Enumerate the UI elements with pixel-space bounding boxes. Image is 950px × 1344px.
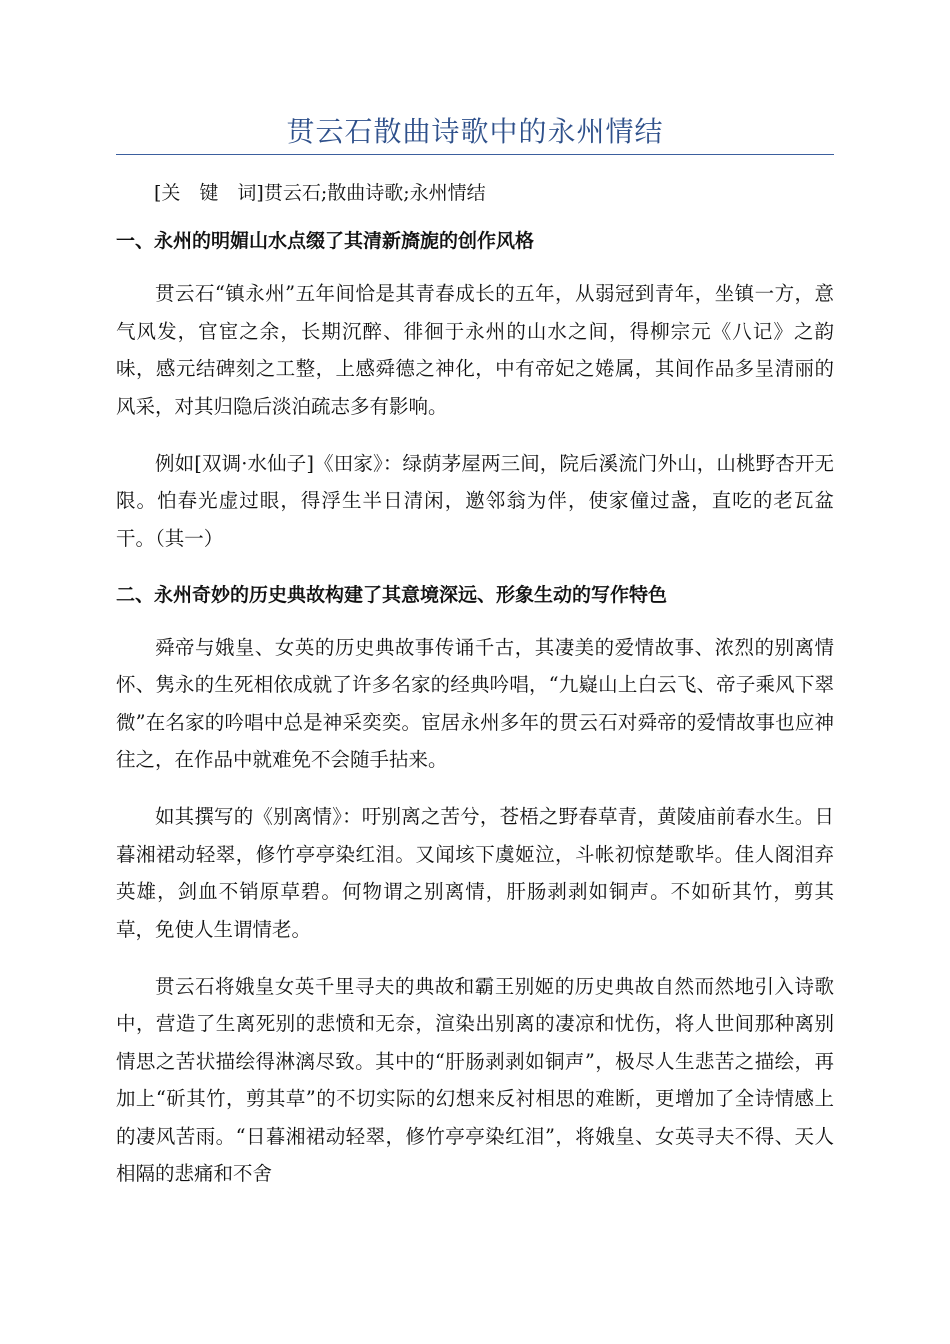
- section-2-heading: 二、永州奇妙的历史典故构建了其意境深远、形象生动的写作特色: [116, 583, 668, 606]
- keywords-line: [关 键 词]贯云石;散曲诗歌;永州情结: [154, 182, 486, 204]
- document-page: [116, 112, 834, 1212]
- section-1-paragraph-2: 例如[双调·水仙子]《田家》：绿荫茅屋两三间，院后溪流门外山，山桃野杏开无限。怕春光虚过眼，得浮生半日清闲，邀邻翁为伴，使家僮过盏，直吃的老瓦盆干。（其一）: [116, 451, 834, 550]
- section-2-paragraph-1: 舜帝与娥皇、女英的历史典故事传诵千古，其凄美的爱情故事、浓烈的别离情怀、隽永的生死相依成就了许多名家的经典吟唱，“九嶷山上白云飞、帝子乘风下翠微”在名家的吟唱中总是神采奕奕。宦居永州多年的贯云石对舜帝的爱情故事也应神往之，在作品中就难免不会随手拈来。: [116, 635, 834, 771]
- section-2-paragraph-2: 如其撰写的《别离情》：吁别离之苦兮，苍梧之野春草青，黄陵庙前春水生。日暮湘裙动轻翠，修竹亭亭染红泪。又闻垓下虞姬泣，斗帐初惊楚歌毕。佳人阁泪弃英雄，剑血不销原草碧。何物谓之别离情，肝肠剥剥如铜声。不如斫其竹，剪其草，免使人生谓情老。: [116, 805, 834, 941]
- section-1-paragraph-1: 贯云石“镇永州”五年间恰是其青春成长的五年，从弱冠到青年，坐镇一方，意气风发，官宦之余，长期沉醉、徘徊于永州的山水之间，得柳宗元《八记》之韵味，感元结碑刻之工整，上感舜德之神化，中有帝妃之婘属，其间作品多呈清丽的风采，对其归隐后淡泊疏志多有影响。: [116, 282, 834, 418]
- section-1-heading: 一、永州的明媚山水点缀了其清新旖旎的创作风格: [116, 230, 535, 252]
- section-2-paragraph-3: 贯云石将娥皇女英千里寻夫的典故和霸王别姬的历史典故自然而然地引入诗歌中，营造了生离死别的悲愤和无奈，渲染出别离的凄凉和忧伤，将人世间那种离别情思之苦状描绘得淋漓尽致。其中的“肝肠剥剥如铜声”，极尽人生悲苦之描绘，再加上“斫其竹，剪其草”的不切实际的幻想来反衬相思的难断，更增加了全诗情感上的凄风苦雨。“日暮湘裙动轻翠，修竹亭亭染红泪”，将娥皇、女英寻夫不得、天人相隔的悲痛和不舍: [116, 974, 834, 1185]
- page-title: 贯云石散曲诗歌中的永州情结: [286, 115, 664, 148]
- title-underline: [116, 154, 834, 155]
